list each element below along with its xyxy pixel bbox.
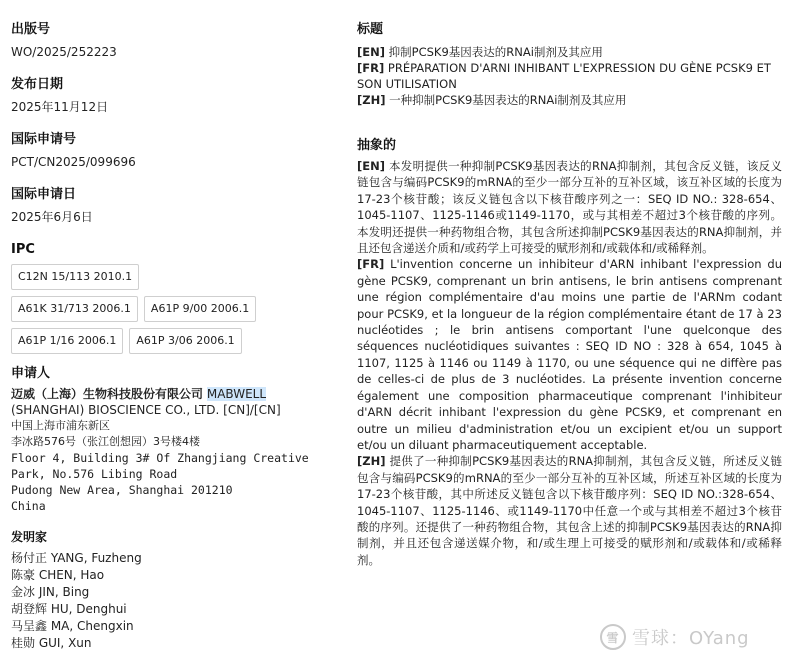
lang-tag-zh: [ZH] [357, 454, 386, 469]
title-fr-text: PRÉPARATION D'ARNI INHIBANT L'EXPRESSION DU GÈNE PCSK9 ET SON UTILISATION [357, 61, 771, 91]
intl-filing-date-label: 国际申请日 [11, 187, 77, 202]
abstract-zh-text: 提供了一种抑制PCSK9基因表达的RNA抑制剂，其包含反义链，所述反义链包含与编码PCSK9的mRNA的至少一部分互补的互补区域，所述互补区域的长度为17-23个核苷酸，其中所述反义链包含以下核苷酸序列：SEQ ID NO.:328-654、1045-1107、1125-1146、或1149-1170中任意一个或与其相差不超过3个核苷酸的序列。还提供了一种药物组合物，其包含上述的抑制PCSK9基因表达的RNA抑制剂，并且还包含递送媒介物，和/或生理上可接受的赋形剂和/或载体和/或稀释剂。 [357, 454, 782, 567]
publication-number-value: WO/2025/252223 [11, 45, 117, 59]
abstract-en [357, 158, 782, 256]
snowball-logo-icon: 雪 [600, 624, 626, 650]
ipc-section [11, 242, 336, 354]
applicant-address-cn-1: 中国上海市浦东新区 [11, 419, 110, 432]
watermark [600, 624, 750, 650]
ipc-code-chip[interactable]: A61K 31/713 2006.1 [11, 296, 138, 322]
lang-tag-en: [EN] [357, 45, 385, 59]
publication-date-value: 2025年11月12日 [11, 100, 109, 114]
abstract-fr-text: L'invention concerne un inhibiteur d'ARN inhibant l'expression du gène PCSK9, comprenant un brin antisens, le brin antisens comprenant une région complémentaire d'au moins une partie de l'ARNm codant pour PCSK9, et la longueur de la région complémentaire étant de 17 à 23 nucléotides ; le brin antisens comportant l'une quelconque des séquences nucléotidiques suivantes : SEQ ID NO : 328 à 654, 1045 à 1107, 1125 à 1146 ou 1149 à 1170, ou une séquence qui ne diffère pas de celles-ci de plus de 3 nucléotides. La présente invention concerne également une composition pharmaceutique comprenant l'inhibiteur d'ARN décrit inhibant l'expression du gène PCSK9, et comprenant en outre un milieu d'administration et/ou un excipient et/ou un support et/ou un diluant pharmaceutiquement acceptable. [357, 257, 782, 452]
title-zh [357, 92, 782, 108]
applicant-address-en-2: Park, No.576 Libing Road [11, 467, 178, 481]
abstract-zh [357, 453, 782, 568]
ipc-code-chip[interactable]: C12N 15/113 2010.1 [11, 264, 139, 290]
applicant-section [11, 366, 336, 514]
lang-tag-en: [EN] [357, 159, 385, 173]
abstract-label: 抽象的 [357, 138, 397, 153]
title-fr [357, 60, 782, 92]
ipc-code-chip[interactable]: A61P 3/06 2006.1 [129, 328, 241, 354]
intl-filing-date-value: 2025年6月6日 [11, 210, 93, 224]
ipc-label: IPC [11, 242, 35, 257]
inventor-name: 胡登辉 HU, Denghui [11, 602, 127, 616]
title-label: 标题 [357, 22, 384, 37]
applicant-address-en-3: Pudong New Area, Shanghai 201210 [11, 483, 233, 497]
ipc-code-list [11, 264, 271, 354]
title-en [357, 44, 782, 60]
applicant-address-en-1: Floor 4, Building 3# Of Zhangjiang Creative [11, 451, 309, 465]
lang-tag-fr: [FR] [357, 257, 385, 272]
watermark-text: 雪球：OYang [632, 628, 750, 649]
applicant-name-en: (SHANGHAI) BIOSCIENCE CO., LTD. [CN]/[CN] [11, 403, 281, 417]
inventors-label: 发明家 [11, 530, 48, 544]
title-en-text: 抑制PCSK9基因表达的RNAi制剂及其应用 [388, 45, 603, 59]
title-section [357, 22, 782, 108]
inventor-name: 杨付正 YANG, Fuzheng [11, 551, 142, 565]
title-zh-text: 一种抑制PCSK9基因表达的RNAi制剂及其应用 [389, 93, 627, 107]
applicant-name-cn: 迈威（上海）生物科技股份有限公司 [11, 387, 204, 401]
metadata-column [11, 22, 336, 652]
ipc-code-chip[interactable]: A61P 9/00 2006.1 [144, 296, 256, 322]
content-column [357, 22, 782, 568]
applicant-name-highlight: MABWELL [206, 387, 267, 401]
inventor-name: 金冰 JIN, Bing [11, 585, 90, 599]
abstract-fr [357, 256, 782, 453]
inventor-name: 马呈鑫 MA, Chengxin [11, 619, 134, 633]
inventor-name: 陈豪 CHEN, Hao [11, 568, 105, 582]
publication-date-label: 发布日期 [11, 77, 64, 92]
intl-application-number-section [11, 132, 336, 170]
lang-tag-zh: [ZH] [357, 93, 386, 107]
applicant-address-en-4: China [11, 499, 46, 513]
ipc-code-chip[interactable]: A61P 1/16 2006.1 [11, 328, 123, 354]
publication-number-section [11, 22, 336, 60]
intl-application-number-value: PCT/CN2025/099696 [11, 155, 136, 169]
intl-application-number-label: 国际申请号 [11, 132, 77, 147]
intl-filing-date-section [11, 187, 336, 225]
lang-tag-fr: [FR] [357, 61, 385, 75]
publication-date-section [11, 77, 336, 115]
publication-number-label: 出版号 [11, 22, 51, 37]
abstract-section [357, 138, 782, 568]
applicant-name [11, 386, 336, 418]
abstract-en-text: 本发明提供一种抑制PCSK9基因表达的RNA抑制剂，其包含反义链，该反义链包含与编码PCSK9的mRNA的至少一部分互补的互补区域，该互补区域的长度为17-23个核苷酸；该反义链包含以下核苷酸序列之一：SEQ ID NO.: 328-654、1045-1107、1125-1146或1149-1170，或与其相差不超过3个核苷酸的序列。本发明还提供一种药物组合物，其包含所述抑制PCSK9基因表达的RNA抑制剂，并且还包含递送介质和/或药学上可接受的赋形剂和/或载体和/或稀释剂。 [357, 159, 782, 256]
applicant-label: 申请人 [11, 366, 51, 381]
applicant-address-cn-2: 李冰路576号（张江创想园）3号楼4楼 [11, 435, 200, 448]
inventors-section [11, 529, 336, 652]
inventor-name: 桂勋 GUI, Xun [11, 636, 92, 650]
